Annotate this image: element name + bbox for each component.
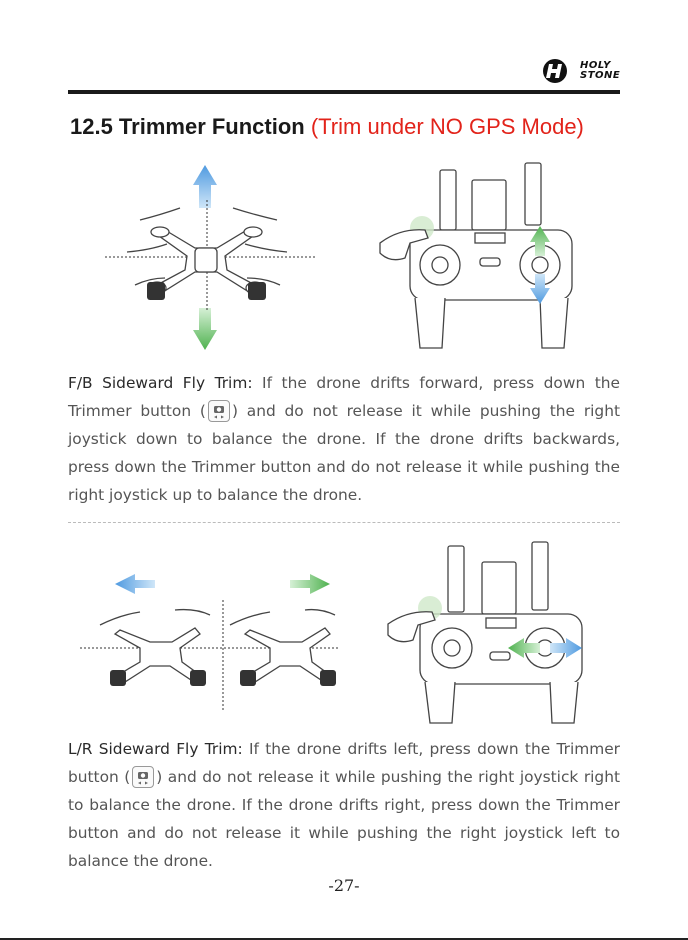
- controller-fb-illustration: [370, 158, 590, 358]
- arrow-down-icon: [193, 308, 217, 350]
- section-subtitle: (Trim under NO GPS Mode): [310, 114, 584, 139]
- brand-name: [580, 61, 620, 81]
- section-heading: [70, 114, 584, 140]
- lr-trim-label: L/R Sideward Fly Trim:: [68, 740, 243, 758]
- lr-trim-paragraph: [68, 735, 620, 875]
- page-number: -27-: [328, 876, 360, 895]
- camera-trim-icon: [208, 400, 230, 422]
- fb-trim-text-b: ) and do not release it while pushing the right joystick down to balance the drone. If the drone drifts backwards, press down the Trimmer button and do not release it while pushing the right joystick up to balance the drone.: [68, 402, 620, 504]
- brand-line-1: HOLY: [580, 60, 611, 71]
- lr-trim-text-b: ) and do not release it while pushing the right joystick right to balance the drone. If the drone drifts right, press down the Trimmer button and do not release it while pushing the right joystick left to balance the drone.: [68, 768, 620, 870]
- section-divider: [68, 522, 620, 523]
- fb-trim-label: F/B Sideward Fly Trim:: [68, 374, 253, 392]
- brand-line-2: STONE: [580, 70, 621, 81]
- fb-trim-text-a: If the drone drifts forward, press down the Trimmer button (: [68, 374, 620, 420]
- arrow-left-icon: [115, 574, 155, 594]
- header-rule: [68, 90, 620, 94]
- drone-fb-illustration: [105, 160, 315, 355]
- controller-lr-illustration: [380, 538, 600, 728]
- arrow-right-icon: [290, 574, 330, 594]
- fb-trim-paragraph: [68, 369, 620, 509]
- drone-lr-illustration: [80, 570, 340, 720]
- camera-trim-icon: [132, 766, 154, 788]
- section-title: 12.5 Trimmer Function: [70, 114, 305, 139]
- arrow-up-icon: [193, 165, 217, 208]
- lr-trim-text-a: If the drone drifts left, press down the Trimmer button (: [68, 740, 621, 786]
